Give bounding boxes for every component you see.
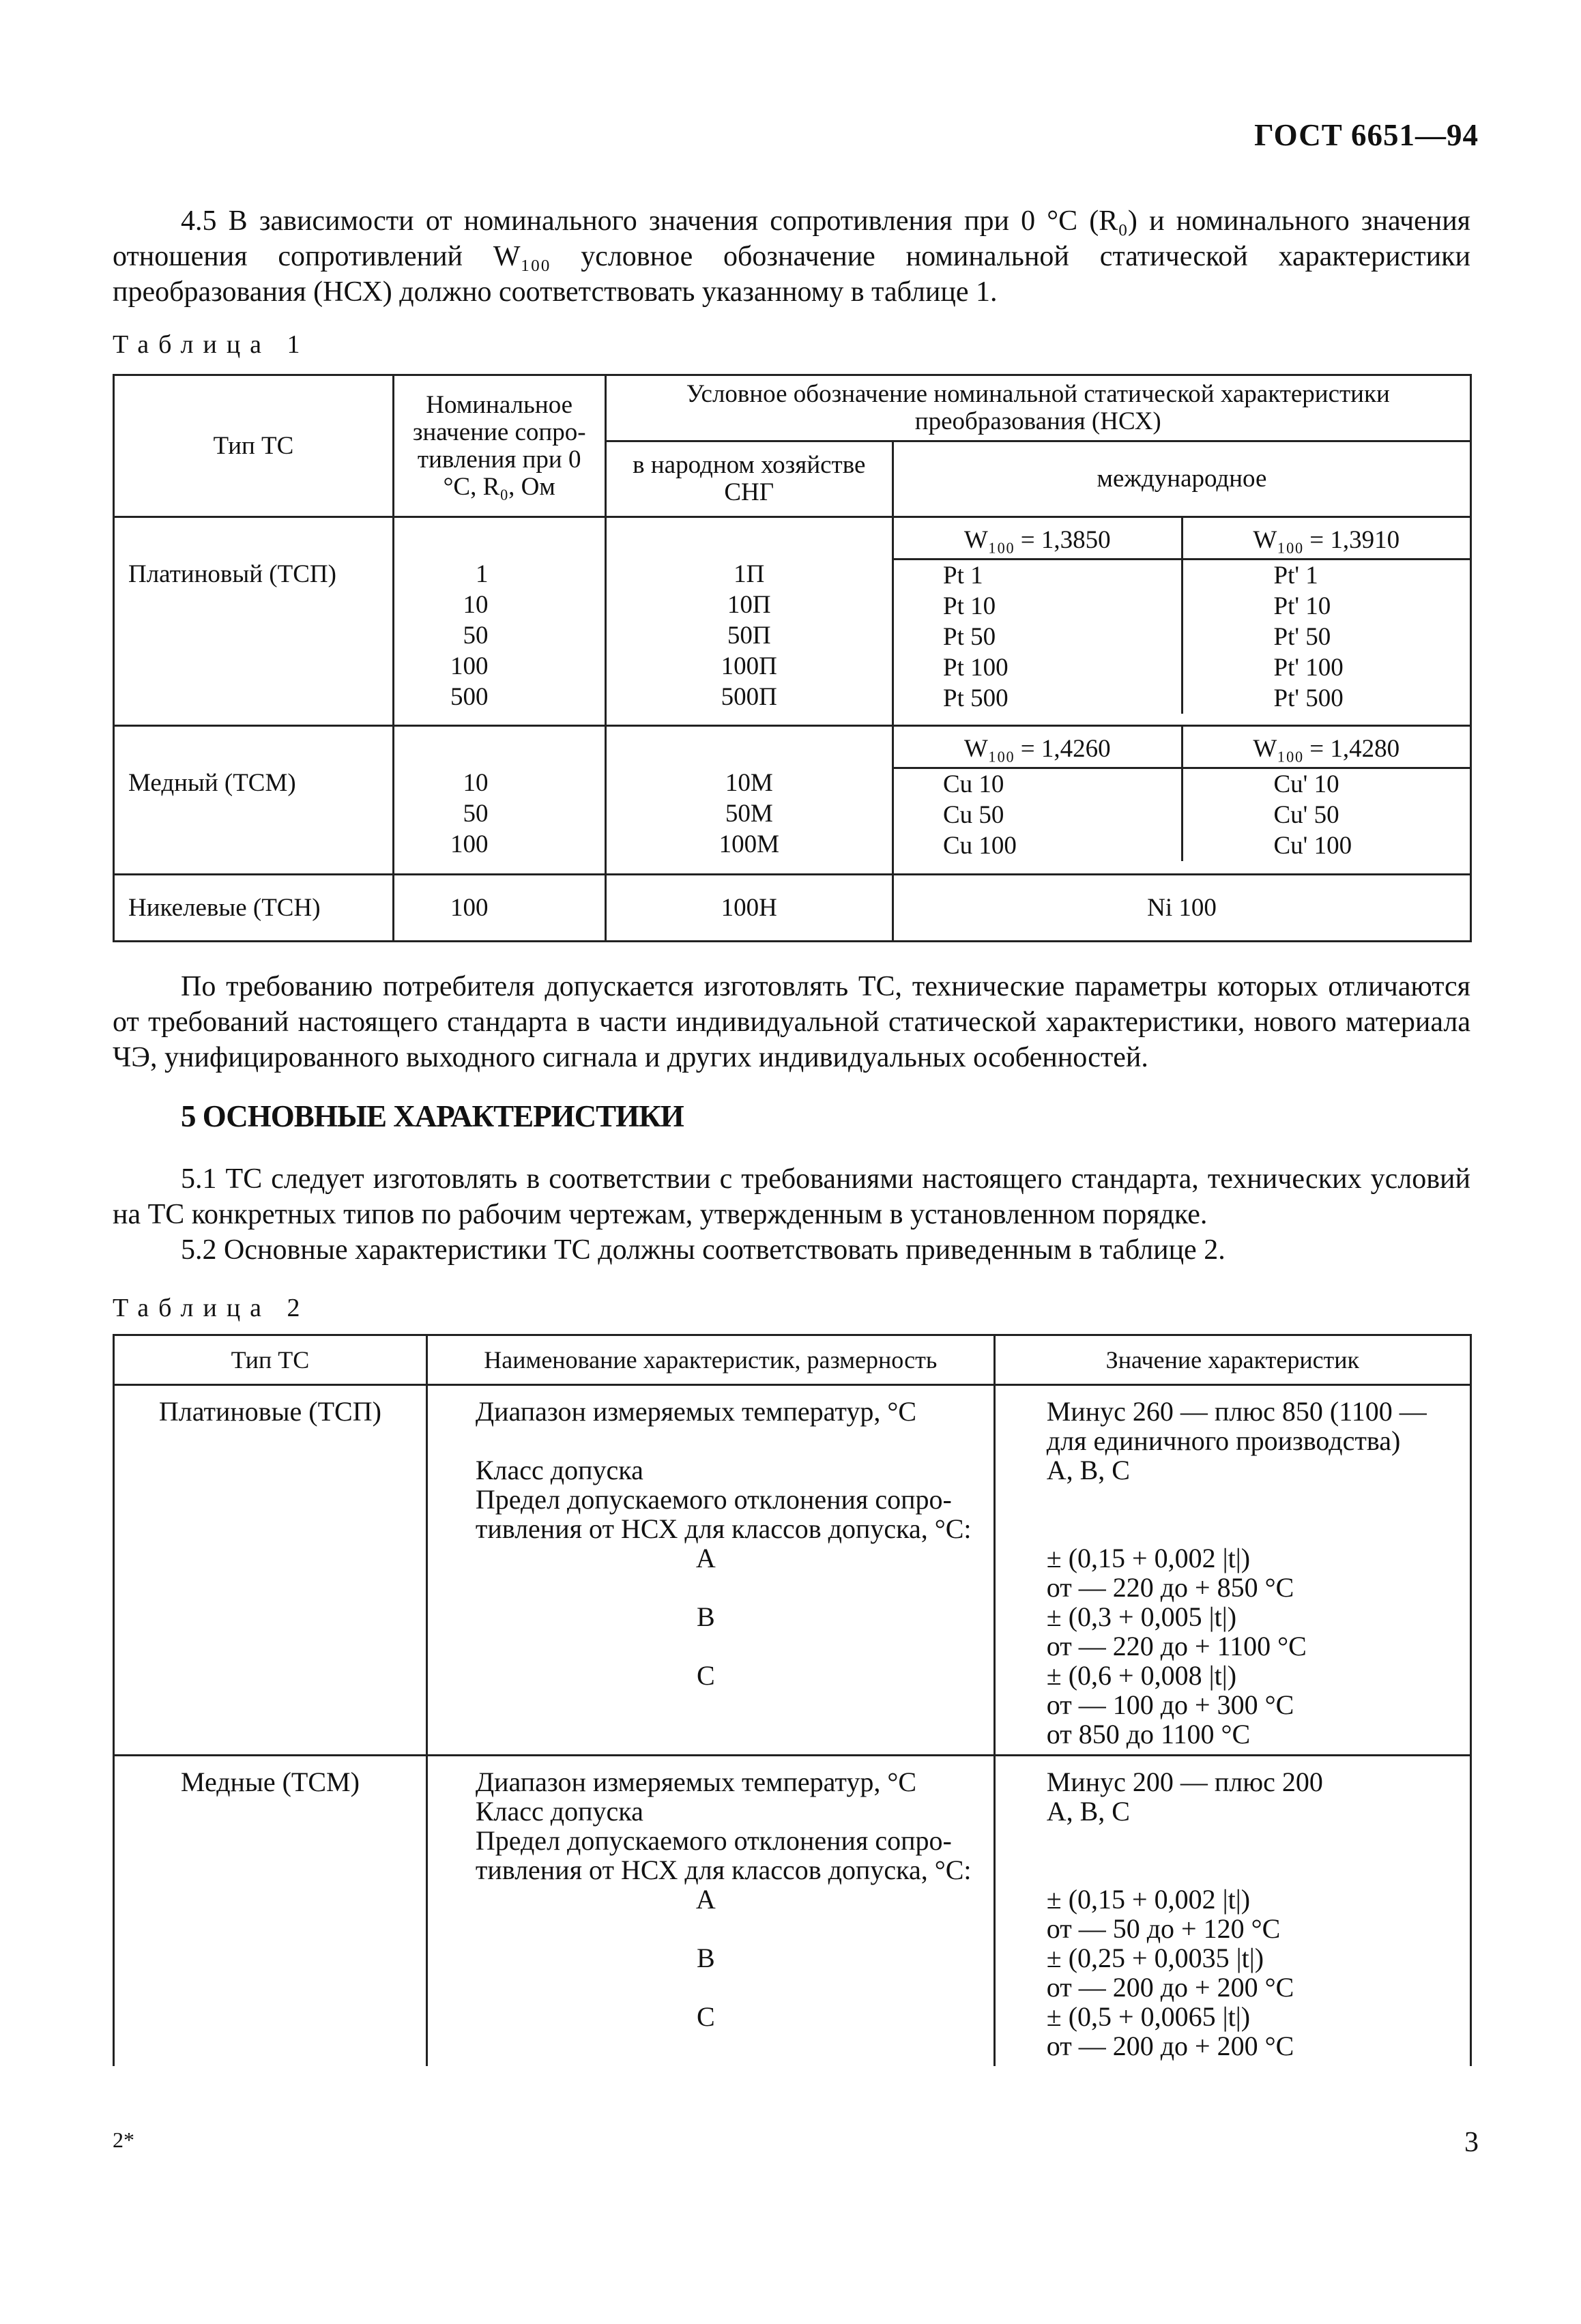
t2-copper-type: Медные (ТСМ) [114,1756,427,2067]
t2-row-platinum [114,1385,1471,1756]
table-2 [113,1334,1472,2066]
paragraph-4-5-text: 4.5 В зависимости от номинального значения сопротивления при 0 °C (R₀) и номинального значения отношения сопротивлений W₁₀₀ условное обозначение номинальной статической характеристики преобразования (НСХ) должно соответствовать указанному в таблице 1. [113,205,1470,308]
t1-platinum-w-right: W₁₀₀ = 1,3910 [1183,518,1470,560]
footer-sheet-mark: 2* [113,2127,134,2152]
t2-head-type: Тип ТС [114,1335,427,1385]
t1-copper-w-right: W₁₀₀ = 1,4280 [1183,727,1470,769]
t1-head-international: международное [893,441,1471,517]
t1-copper-cis: 10М 50М 100М [605,726,893,875]
t1-row-platinum [114,517,1471,726]
t1-copper-intl: W₁₀₀ = 1,4260 Cu 10 Cu 50 Cu 100 W₁₀₀ = 1,4280 Cu' 10 Cu' 50 Cu' 100 [893,726,1471,875]
paragraph-consumer [113,969,1470,1075]
t1-nickel-intl: Ni 100 [893,875,1471,942]
t1-nickel-type: Никелевые (ТСН) [114,875,394,942]
paragraph-5-2: 5.2 Основные характеристики ТС должны соответствовать приведенным в таблице 2. [181,1234,1225,1266]
section-5-body [113,1161,1470,1268]
t2-copper-values: Минус 200 — плюс 200 А, В, С ± (0,15 + 0,002 |t|) от — 50 до + 120 °C ± (0,25 + 0,0035 |t|) от — 200 до + 200 °C ± (0,5 + 0,0065 |t|) от — 200 до + 200 °C [994,1756,1470,2067]
t1-head-designation: Условное обозначение номинальной статической характеристики преобразования (НСХ) [605,375,1470,441]
t2-platinum-type: Платиновые (ТСП) [114,1385,427,1756]
t1-platinum-w-left: W₁₀₀ = 1,3850 [894,518,1181,560]
t1-head-type: Тип ТС [114,375,394,517]
paragraph-4-5 [113,203,1470,310]
t1-platinum-r0: 1 10 50 100 500 [393,517,605,726]
t1-platinum-intl: W₁₀₀ = 1,3850 Pt 1 Pt 10 Pt 50 Pt 100 Pt 500 W₁₀₀ = 1,3910 Pt' 1 Pt' 10 Pt' 50 Pt' 100 Pt' 500 [893,517,1471,726]
t1-platinum-cis: 1П 10П 50П 100П 500П [605,517,893,726]
t2-platinum-names: Диапазон измеряемых температур, °C Класс допуска Предел допускаемого отклонения сопро-тивления от НСХ для классов допуска, °C: А В С [426,1385,994,1756]
t1-head-cis: в народном хозяйстве СНГ [605,441,893,517]
t1-nickel-r0: 100 [393,875,605,942]
t1-copper-w-left: W₁₀₀ = 1,4260 [894,727,1181,769]
t1-copper-type: Медный (ТСМ) [114,726,394,875]
section-5-title: 5 ОСНОВНЫЕ ХАРАКТЕРИСТИКИ [181,1099,684,1133]
table-1 [113,374,1472,942]
t1-row-nickel [114,875,1471,942]
document-code: ГОСТ 6651—94 [1254,118,1479,152]
t2-row-copper [114,1756,1471,2067]
t2-platinum-values: Минус 260 — плюс 850 (1100 — для единичного производства) А, В, С ± (0,15 + 0,002 |t|) от — 220 до + 850 °C ± (0,3 + 0,005 |t|) от — 220 до + 1100 °C ± (0,6 + 0,008 |t|) от — 100 до + 300 °C от 850 до 1100 °C [994,1385,1470,1756]
t1-platinum-type: Платиновый (ТСП) [114,517,394,726]
paragraph-5-1: 5.1 ТС следует изготовлять в соответствии с требованиями настоящего стандарта, технических условий на ТС конкретных типов по рабочим чертежам, утвержденным в установленном порядке. [113,1163,1470,1230]
t2-head-value: Значение характеристик [994,1335,1470,1385]
page-number: 3 [1464,2127,1479,2158]
t2-copper-names: Диапазон измеряемых температур, °C Класс допуска Предел допускаемого отклонения сопро-тивления от НСХ для классов допуска, °C: А В С [426,1756,994,2067]
t2-head-name: Наименование характеристик, размерность [426,1335,994,1385]
table1-caption: Таблица 1 [113,330,310,359]
t1-head-nominal: Номинальное значение сопро-тивления при 0 °C, R₀, Ом [393,375,605,517]
table2-caption: Таблица 2 [113,1294,310,1322]
t1-nickel-cis: 100Н [605,875,893,942]
t1-row-copper [114,726,1471,875]
paragraph-consumer-text: По требованию потребителя допускается изготовлять ТС, технические параметры которых отличаются от требований настоящего стандарта в части индивидуальной статической характеристики, нового материала ЧЭ, унифицированного выходного сигнала и других индивидуальных особенностей. [113,971,1470,1073]
t1-copper-r0: 10 50 100 [393,726,605,875]
